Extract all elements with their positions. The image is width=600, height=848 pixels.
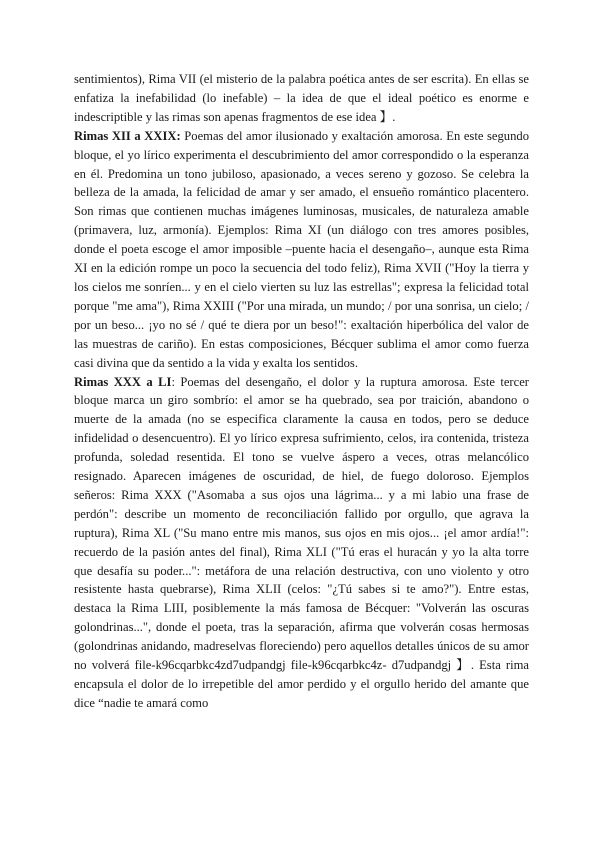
paragraph-rimas-xii-xxix <box>74 127 529 373</box>
paragraph-text: Poemas del amor ilusionado y exaltación amorosa. En este segundo bloque, el yo lírico experimenta el descubrimiento del amor correspondido o la esperanza en él. Predomina un tono jubiloso, apasionado, a veces sereno y gozoso. Se celebra la belleza de la amada, la felicidad de amar y ser amado, el ensueño romántico placentero. Son rimas que contienen muchas imágenes luminosas, musicales, de naturaleza amable (primavera, luz, armonía). Ejemplos: Rima XI (un diálogo con tres amores posibles, donde el poeta escoge el amor imposible –puente hacia el desengaño–, aunque esta Rima XI en la edición rompe un poco la secuencia del todo feliz), Rima XVII ("Hoy la tierra y los cielos me sonríen... y en el cielo vierten su luz las estrellas"; expresa la felicidad total porque "me ama"), Rima XXIII ("Por una mirada, un mundo; / por una sonrisa, un cielo; / por un beso... ¡yo no sé / qué te diera por un beso!": exaltación hiperbólica del valor de las muestras de cariño). En estas composiciones, Bécquer sublima el amor como fuerza casi divina que da sentido a la vida y exalta los sentidos. <box>74 128 529 370</box>
paragraph-text: : Poemas del desengaño, el dolor y la ruptura amorosa. Este tercer bloque marca un giro sombrío: el amor se ha quebrado, sea por traición, abandono o muerte de la amada (no se especifica claramente la causa en todos, pero se deduce infidelidad o desencuentro). El yo lírico expresa sufrimiento, celos, ira contenida, tristeza profunda, soledad resentida. El tono se vuelve áspero a veces, otras melancólico resignado. Aparecen imágenes de oscuridad, de hiel, de fuego doloroso. Ejemplos señeros: Rima XXX ("Asomaba a sus ojos una lágrima... y a mi labio una frase de perdón": describe un momento de reconciliación fallido por orgullo, que agrava la ruptura), Rima XL ("Su mano entre mis manos, sus ojos en mis ojos... ¡el amor ardía!": recuerdo de la pasión antes del final), Rima XLI ("Tú eras el huracán y yo la alta torre que desafía su poder...": metáfora de una relación destructiva, con uno violento y otro resistente hasta quebrarse), Rima XLII (celos: "¿Tú sabes si te amo?"). Entre estas, destaca la Rima LIII, posiblemente la más famosa de Bécquer: "Volverán las oscuras golondrinas...", donde el poeta, tras la separación, afirma que volverán cosas hermosas (golondrinas anidando, madreselvas floreciendo) pero aquellos detalles únicos de su amor no volverá file-k96cqarbkc4zd7udpandgj file-k96cqarbkc4z- d7udpandgj 】. Esta rima encapsula el dolor de lo irrepetible del amor perdido y el orgullo herido del amante que dice “nadie te amará como <box>74 374 529 710</box>
document-body <box>74 70 529 713</box>
section-heading: Rimas XII a XXIX: <box>74 128 181 143</box>
paragraph-text: sentimientos), Rima VII (el misterio de la palabra poética antes de ser escrita). En ellas se enfatiza la inefabilidad (lo inefable) – la idea de que el ideal poético es enorme e indescriptible y las rimas son apenas fragmentos de ese idea 】. <box>74 72 529 124</box>
paragraph-intro-continuation <box>74 70 529 127</box>
section-heading: Rimas XXX a LI <box>74 374 172 389</box>
paragraph-rimas-xxx-li <box>74 373 529 713</box>
